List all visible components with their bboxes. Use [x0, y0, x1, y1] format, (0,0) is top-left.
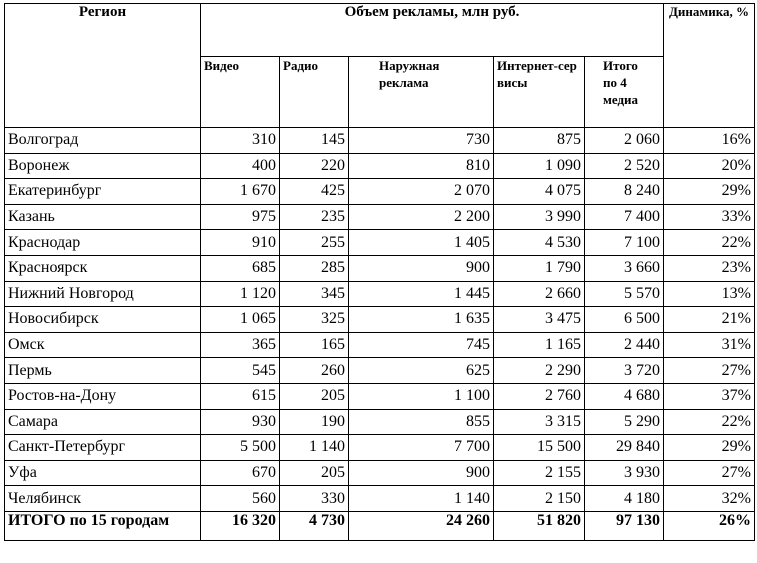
cell-dyn: 20%	[664, 153, 755, 179]
table-row	[5, 358, 755, 384]
total-radio: 4 730	[280, 511, 349, 540]
cell-total: 3 720	[585, 358, 664, 384]
cell-region: Челябинск	[5, 486, 201, 512]
cell-region: Казань	[5, 204, 201, 230]
cell-total: 7 100	[585, 230, 664, 256]
total-region: ИТОГО по 15 городам	[5, 511, 201, 540]
cell-video: 975	[201, 204, 280, 230]
table-row	[5, 281, 755, 307]
cell-video: 560	[201, 486, 280, 512]
table-row	[5, 230, 755, 256]
cell-region: Уфа	[5, 460, 201, 486]
cell-video: 5 500	[201, 435, 280, 461]
cell-total: 2 060	[585, 128, 664, 154]
cell-radio: 255	[280, 230, 349, 256]
cell-radio: 165	[280, 332, 349, 358]
cell-internet: 2 290	[494, 358, 585, 384]
total-row	[5, 511, 755, 540]
cell-internet: 2 155	[494, 460, 585, 486]
cell-total: 4 680	[585, 383, 664, 409]
cell-video: 615	[201, 383, 280, 409]
cell-internet: 1 165	[494, 332, 585, 358]
cell-region: Самара	[5, 409, 201, 435]
cell-outdoor: 2 200	[349, 204, 494, 230]
cell-video: 930	[201, 409, 280, 435]
cell-video: 910	[201, 230, 280, 256]
cell-internet: 3 475	[494, 307, 585, 333]
header-video: Видео	[201, 57, 280, 128]
header-total4: Итого по 4 медиа	[585, 57, 664, 128]
cell-video: 670	[201, 460, 280, 486]
table-row	[5, 179, 755, 205]
header-outdoor: Наружная реклама	[349, 57, 494, 128]
cell-dyn: 32%	[664, 486, 755, 512]
cell-internet: 4 530	[494, 230, 585, 256]
cell-total: 5 570	[585, 281, 664, 307]
cell-radio: 220	[280, 153, 349, 179]
cell-total: 29 840	[585, 435, 664, 461]
header-row	[5, 4, 755, 57]
cell-internet: 1 790	[494, 255, 585, 281]
cell-outdoor: 810	[349, 153, 494, 179]
cell-radio: 145	[280, 128, 349, 154]
cell-dyn: 33%	[664, 204, 755, 230]
cell-radio: 325	[280, 307, 349, 333]
cell-outdoor: 625	[349, 358, 494, 384]
cell-outdoor: 900	[349, 255, 494, 281]
cell-outdoor: 855	[349, 409, 494, 435]
cell-radio: 235	[280, 204, 349, 230]
total-internet: 51 820	[494, 511, 585, 540]
cell-dyn: 37%	[664, 383, 755, 409]
cell-radio: 205	[280, 460, 349, 486]
cell-region: Нижний Новгород	[5, 281, 201, 307]
cell-video: 1 670	[201, 179, 280, 205]
cell-outdoor: 730	[349, 128, 494, 154]
cell-dyn: 22%	[664, 230, 755, 256]
cell-outdoor: 1 445	[349, 281, 494, 307]
cell-dyn: 29%	[664, 179, 755, 205]
cell-total: 2 520	[585, 153, 664, 179]
header-volume: Объем рекламы, млн руб.	[201, 4, 664, 57]
table-row	[5, 383, 755, 409]
total-video: 16 320	[201, 511, 280, 540]
total-outdoor: 24 260	[349, 511, 494, 540]
cell-internet: 3 990	[494, 204, 585, 230]
cell-video: 310	[201, 128, 280, 154]
cell-outdoor: 1 100	[349, 383, 494, 409]
cell-total: 7 400	[585, 204, 664, 230]
header-region: Регион	[5, 4, 201, 128]
cell-total: 8 240	[585, 179, 664, 205]
cell-video: 365	[201, 332, 280, 358]
cell-region: Красноярск	[5, 255, 201, 281]
cell-region: Краснодар	[5, 230, 201, 256]
cell-total: 2 440	[585, 332, 664, 358]
advertising-table	[4, 3, 755, 541]
cell-internet: 875	[494, 128, 585, 154]
cell-region: Санкт-Петербург	[5, 435, 201, 461]
total-total: 97 130	[585, 511, 664, 540]
header-dynamics: Динамика, %	[664, 4, 755, 128]
cell-dyn: 29%	[664, 435, 755, 461]
cell-outdoor: 1 140	[349, 486, 494, 512]
cell-internet: 2 760	[494, 383, 585, 409]
cell-radio: 190	[280, 409, 349, 435]
table-body	[5, 128, 755, 541]
cell-video: 685	[201, 255, 280, 281]
cell-total: 3 930	[585, 460, 664, 486]
cell-outdoor: 1 635	[349, 307, 494, 333]
table-row	[5, 332, 755, 358]
cell-region: Новосибирск	[5, 307, 201, 333]
cell-video: 1 120	[201, 281, 280, 307]
table-row	[5, 460, 755, 486]
cell-internet: 2 660	[494, 281, 585, 307]
cell-dyn: 21%	[664, 307, 755, 333]
cell-region: Омск	[5, 332, 201, 358]
cell-internet: 3 315	[494, 409, 585, 435]
cell-region: Волгоград	[5, 128, 201, 154]
cell-dyn: 31%	[664, 332, 755, 358]
cell-radio: 330	[280, 486, 349, 512]
cell-dyn: 13%	[664, 281, 755, 307]
cell-radio: 345	[280, 281, 349, 307]
cell-dyn: 22%	[664, 409, 755, 435]
total-dyn: 26%	[664, 511, 755, 540]
cell-internet: 15 500	[494, 435, 585, 461]
cell-video: 400	[201, 153, 280, 179]
table-row	[5, 435, 755, 461]
cell-radio: 425	[280, 179, 349, 205]
cell-internet: 1 090	[494, 153, 585, 179]
table-row	[5, 486, 755, 512]
header-internet: Интернет-сервисы	[494, 57, 585, 128]
cell-outdoor: 745	[349, 332, 494, 358]
cell-dyn: 27%	[664, 460, 755, 486]
cell-region: Пермь	[5, 358, 201, 384]
cell-outdoor: 2 070	[349, 179, 494, 205]
cell-internet: 4 075	[494, 179, 585, 205]
cell-radio: 260	[280, 358, 349, 384]
cell-radio: 285	[280, 255, 349, 281]
cell-total: 3 660	[585, 255, 664, 281]
header-radio: Радио	[280, 57, 349, 128]
cell-video: 545	[201, 358, 280, 384]
cell-region: Воронеж	[5, 153, 201, 179]
cell-video: 1 065	[201, 307, 280, 333]
table-row	[5, 307, 755, 333]
cell-total: 4 180	[585, 486, 664, 512]
cell-internet: 2 150	[494, 486, 585, 512]
table-row	[5, 204, 755, 230]
cell-dyn: 27%	[664, 358, 755, 384]
cell-dyn: 16%	[664, 128, 755, 154]
cell-outdoor: 900	[349, 460, 494, 486]
table-row	[5, 409, 755, 435]
cell-radio: 1 140	[280, 435, 349, 461]
cell-region: Ростов-на-Дону	[5, 383, 201, 409]
cell-region: Екатеринбург	[5, 179, 201, 205]
cell-total: 6 500	[585, 307, 664, 333]
table-row	[5, 153, 755, 179]
table-row	[5, 128, 755, 154]
cell-outdoor: 7 700	[349, 435, 494, 461]
cell-radio: 205	[280, 383, 349, 409]
table-row	[5, 255, 755, 281]
cell-outdoor: 1 405	[349, 230, 494, 256]
cell-dyn: 23%	[664, 255, 755, 281]
cell-total: 5 290	[585, 409, 664, 435]
